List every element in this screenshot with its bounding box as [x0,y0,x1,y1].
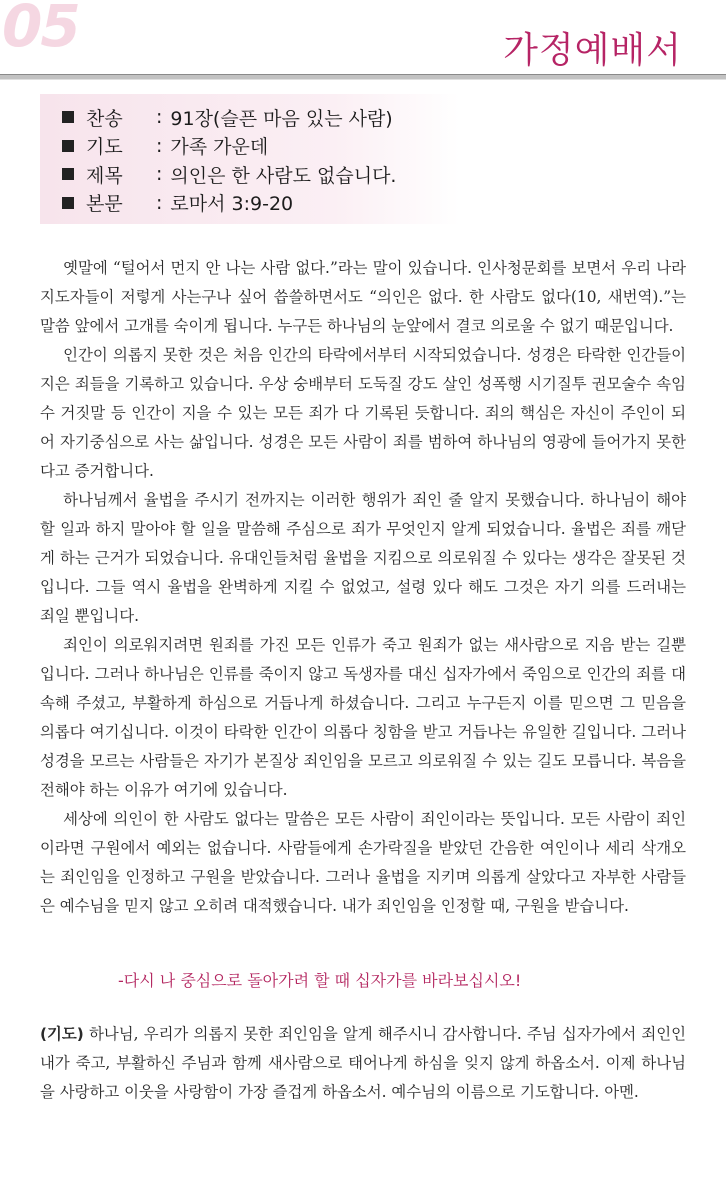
info-value: 91장(슬픈 마음 있는 사람) [170,107,393,130]
closing-prayer [40,1020,686,1107]
info-value: 가족 가운데 [170,136,269,159]
body-paragraph: 인간이 의롭지 못한 것은 처음 인간의 타락에서부터 시작되었습니다. 성경은 타락한 인간들이 지은 죄들을 기록하고 있습니다. 우상 숭배부터 도둑질 강도 살인 성폭행 시기질투 권모술수 속임수 거짓말 등 인간이 지을 수 있는 모든 죄가 다 기록된 듯합니다. 죄의 핵심은 자신이 주인이 되어 자기중심으로 사는 삶입니다. 성경은 모든 사람이 죄를 범하여 하나님의 영광에 들어가지 못한다고 증거합니다. [40,346,686,480]
sermon-body [40,254,686,921]
info-colon: : [156,163,163,186]
info-label: 본문 [86,193,123,216]
sermon-tagline: -다시 나 중심으로 돌아가려 할 때 십자가를 바라보십시오! [118,971,522,990]
info-list [62,103,396,217]
info-value: 의인은 한 사람도 없습니다. [170,164,397,187]
body-paragraph: 죄인이 의로워지려면 원죄를 가진 모든 인류가 죽고 원죄가 없는 새사람으로 지음 받는 길뿐입니다. 그러나 하나님은 인류를 죽이지 않고 독생자를 대신 십자가에서 죽임으로 인간의 죄를 대속해 주셨고, 부활하게 하심으로 거듭나게 하셨습니다. 그리고 누구든지 이를 믿으면 그 믿음을 의롭다 여기십니다. 이것이 타락한 인간이 의롭다 칭함을 받고 거듭나는 유일한 길입니다. 그러나 성경을 모르는 사람들은 자기가 본질상 죄인임을 모르고 의로워질 수 있는 길도 모릅니다. 복음을 전해야 하는 이유가 여기에 있습니다. [40,636,686,799]
prayer-text: 하나님, 우리가 의롭지 못한 죄인임을 알게 해주시니 감사합니다. 주님 십자가에서 죄인인 내가 죽고, 부활하신 주님과 함께 새사람으로 태어나게 하심을 잊지 않게 하옵소서. 이제 하나님을 사랑하고 이웃을 사랑함이 가장 즐겁게 하옵소서. 예수님의 이름으로 기도합니다. 아멘. [40,1025,686,1101]
info-row-scripture [62,189,396,218]
body-paragraph: 하나님께서 율법을 주시기 전까지는 이러한 행위가 죄인 줄 알지 못했습니다. 하나님이 해야 할 일과 하지 말아야 할 일을 말씀해 주심으로 죄가 무엇인지 알게 되었습니다. 율법은 죄를 깨닫게 하는 근거가 되었습니다. 유대인들처럼 율법을 지킴으로 의로워질 수 있다는 생각은 잘못된 것입니다. 그들 역시 율법을 완벽하게 지킬 수 없었고, 설령 있다 해도 그것은 자기 의를 드러내는 죄일 뿐입니다. [40,491,686,625]
info-row-prayer [62,132,396,161]
prayer-label: (기도) [40,1025,84,1043]
square-bullet-icon [62,140,74,152]
info-value: 로마서 3:9-20 [170,193,294,216]
body-paragraph: 세상에 의인이 한 사람도 없다는 말씀은 모든 사람이 죄인이라는 뜻입니다. 모든 사람이 죄인이라면 구원에서 예외는 없습니다. 사람들에게 손가락질을 받았던 간음한 여인이나 세리 삭개오는 죄인임을 인정하고 구원을 받았습니다. 그러나 율법을 지키며 의롭게 살았다고 자부한 사람들은 예수님을 믿지 않고 오히려 대적했습니다. 내가 죄인임을 인정할 때, 구원을 받습니다. [40,810,686,915]
info-row-title [62,160,396,189]
info-label: 제목 [86,164,123,187]
info-colon: : [156,134,163,157]
section-title: 가정예배서 [503,30,682,71]
square-bullet-icon [62,111,74,123]
page-number: 05 [2,0,79,60]
body-paragraph: 옛말에 “털어서 먼지 안 나는 사람 없다.”라는 말이 있습니다. 인사청문회를 보면서 우리 나라 지도자들이 저렇게 사는구나 싶어 씁쓸하면서도 “의인은 없다. 한 사람도 없다(10, 새번역).”는 말씀 앞에서 고개를 숙이게 됩니다. 누구든 하나님의 눈앞에서 결코 의로울 수 없기 때문입니다. [40,259,686,335]
info-label: 기도 [86,136,123,159]
info-colon: : [156,106,163,129]
info-colon: : [156,191,163,214]
title-rule [0,74,726,80]
info-row-hymn [62,103,396,132]
square-bullet-icon [62,168,74,180]
info-label: 찬송 [86,107,123,130]
square-bullet-icon [62,197,74,209]
